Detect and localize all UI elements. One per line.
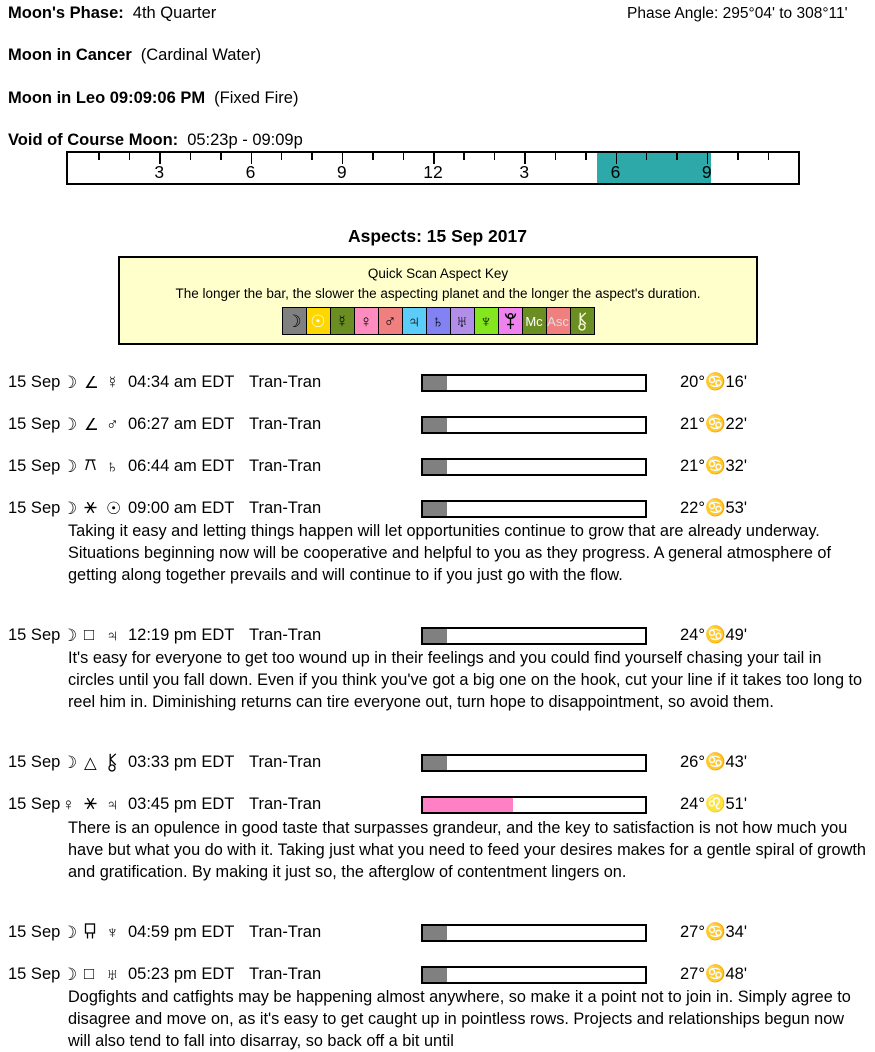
trine-icon: △ <box>84 754 97 772</box>
moon-icon: ☽ <box>62 457 78 476</box>
ruler-hour-label: 3 <box>519 162 530 182</box>
ruler-tick <box>311 153 313 160</box>
sesquiquadrate-icon <box>84 923 96 942</box>
mercury-key-icon: ☿ <box>330 307 355 335</box>
aspect-type: Tran-Tran <box>249 415 322 433</box>
asc-key-icon: Asc <box>546 307 571 335</box>
aspect-interpretation: Dogfights and catfights may be happening almost anywhere, so make it a point not to join in. Simply agree to disagree and move on, as it's easy to get caught up in pointless rows. Projects and relationships begun now will also tend to fall into disarray, so back off a bit until <box>68 988 851 1050</box>
ruler-hour-label: 12 <box>423 162 443 182</box>
moons-phase-line <box>8 4 216 23</box>
square-icon: □ <box>84 965 94 983</box>
pluto-key-icon <box>498 307 523 335</box>
aspect-date: 15 Sep <box>8 626 61 644</box>
void-of-course-value: 05:23p - 09:09p <box>187 131 303 149</box>
moon-ingress-note: (Fixed Fire) <box>214 89 299 107</box>
ruler-tick <box>737 153 739 160</box>
chiron-key-icon <box>570 307 595 335</box>
key-subtitle: The longer the bar, the slower the aspecting planet and the longer the aspect's duration. <box>175 286 701 301</box>
aspect-degree: 24°♌51' <box>680 795 747 813</box>
ruler-hour-label: 6 <box>610 162 621 182</box>
moon-sign-label: Moon in Cancer <box>8 46 132 64</box>
ruler-tick <box>585 153 587 160</box>
moon-icon: ☽ <box>62 965 78 984</box>
duration-bar <box>421 754 647 772</box>
aspect-time: 05:23 pm EDT <box>128 965 235 983</box>
venus-key-icon: ♀ <box>354 307 379 335</box>
sextile-icon <box>84 499 97 518</box>
aspect-row <box>8 753 870 773</box>
void-of-course-line <box>8 131 303 150</box>
duration-bar <box>421 796 647 814</box>
saturn-key-icon: ♄ <box>426 307 451 335</box>
uranus-icon: ♅ <box>106 965 119 984</box>
aspect-interpretation: It's easy for everyone to get too wound up in their feelings and you could find yourself chasing your tail in circles until you fall down. Even if you think you've got a big one on the hook, cut your line if it takes too long to reel him in. Diminishing returns can tire everyone out, turn hope to disappointment, so avoid them. <box>68 649 863 711</box>
duration-bar-fill <box>423 926 447 940</box>
void-of-course-ruler <box>66 151 800 185</box>
duration-bar <box>421 500 647 518</box>
ruler-tick <box>646 153 648 160</box>
aspect-time: 04:34 am EDT <box>128 373 235 391</box>
ruler-tick <box>372 153 374 160</box>
moon-icon: ☽ <box>62 499 78 518</box>
moons-phase-value: 4th Quarter <box>132 4 217 22</box>
aspect-row <box>8 457 870 477</box>
neptune-key-icon: ♆ <box>474 307 499 335</box>
ruler-tick <box>403 153 405 160</box>
mars-key-icon: ♂ <box>378 307 403 335</box>
semisquare-icon: ∠ <box>84 374 99 392</box>
ruler-tick <box>129 153 131 160</box>
aspect-date: 15 Sep <box>8 373 61 391</box>
ruler-tick <box>494 153 496 160</box>
aspect-type: Tran-Tran <box>249 795 322 813</box>
uranus-key-icon: ♅ <box>450 307 475 335</box>
jupiter-key-icon: ♃ <box>402 307 427 335</box>
ruler-tick <box>768 153 770 160</box>
aspect-row <box>8 373 870 393</box>
aspect-row <box>8 626 870 646</box>
duration-bar-fill <box>423 502 447 516</box>
square-icon: □ <box>84 626 94 644</box>
aspect-type: Tran-Tran <box>249 626 322 644</box>
moon-ingress-label: Moon in Leo 09:09:06 PM <box>8 89 206 107</box>
moon-icon: ☽ <box>62 626 78 645</box>
sun-key-icon: ☉ <box>306 307 331 335</box>
aspect-degree: 21°♋22' <box>680 415 747 433</box>
aspect-row <box>8 499 870 519</box>
duration-bar-fill <box>423 629 447 643</box>
quick-scan-key-box <box>118 256 758 345</box>
aspect-degree: 24°♋49' <box>680 626 747 644</box>
aspect-time: 06:27 am EDT <box>128 415 235 433</box>
ruler-hour-label: 9 <box>336 162 347 182</box>
duration-bar-fill <box>423 798 513 812</box>
mars-icon: ♂ <box>106 415 119 434</box>
moons-phase-label: Moon's Phase: <box>8 4 124 22</box>
aspect-interpretation: Taking it easy and letting things happen will let opportunities continue to grow that are already underway. Situations beginning now will be cooperative and helpful to you as they progress. A general atmosphere of getting along together prevails and will continue to if you just go with the flow. <box>68 522 831 584</box>
aspect-type: Tran-Tran <box>249 373 322 391</box>
sun-icon: ☉ <box>106 499 122 518</box>
aspect-type: Tran-Tran <box>249 923 322 941</box>
aspect-degree: 22°♋53' <box>680 499 747 517</box>
ruler-tick <box>98 153 100 160</box>
duration-bar-fill <box>423 968 447 982</box>
duration-bar-fill <box>423 756 447 770</box>
moon-ingress-line <box>8 89 298 108</box>
ruler-tick <box>555 153 557 160</box>
mc-key-icon: Mc <box>522 307 547 335</box>
jupiter-icon: ♃ <box>106 795 119 814</box>
ruler-hour-label: 3 <box>154 162 165 182</box>
aspect-degree: 27°♋34' <box>680 923 747 941</box>
jupiter-icon: ♃ <box>106 626 119 645</box>
aspect-type: Tran-Tran <box>249 499 322 517</box>
moon-icon: ☽ <box>62 415 78 434</box>
semisquare-icon: ∠ <box>84 416 99 434</box>
aspect-type: Tran-Tran <box>249 457 322 475</box>
void-of-course-label: Void of Course Moon: <box>8 131 179 149</box>
aspect-degree: 20°♋16' <box>680 373 747 391</box>
ruler-hour-label: 6 <box>245 162 256 182</box>
duration-bar-fill <box>423 418 447 432</box>
moon-key-icon: ☽ <box>282 307 307 335</box>
mercury-icon: ☿ <box>106 373 119 392</box>
moon-icon: ☽ <box>62 753 78 772</box>
aspect-date: 15 Sep <box>8 753 61 771</box>
aspect-date: 15 Sep <box>8 415 61 433</box>
aspect-row <box>8 795 870 815</box>
aspect-row <box>8 923 870 943</box>
saturn-icon: ♄ <box>106 457 119 476</box>
duration-bar <box>421 627 647 645</box>
moon-icon: ☽ <box>62 373 78 392</box>
quincunx-icon <box>84 457 97 476</box>
aspect-date: 15 Sep <box>8 965 61 983</box>
sextile-icon <box>84 795 97 814</box>
chiron-icon <box>106 753 118 774</box>
ruler-tick <box>220 153 222 160</box>
aspect-date: 15 Sep <box>8 457 61 475</box>
aspect-date: 15 Sep <box>8 923 61 941</box>
aspect-degree: 21°♋32' <box>680 457 747 475</box>
ruler-tick <box>190 153 192 160</box>
aspect-time: 12:19 pm EDT <box>128 626 235 644</box>
duration-bar-fill <box>423 460 447 474</box>
key-title: Quick Scan Aspect Key <box>367 266 509 281</box>
duration-bar <box>421 966 647 984</box>
ruler-tick <box>676 153 678 160</box>
aspect-time: 09:00 am EDT <box>128 499 235 517</box>
duration-bar <box>421 374 647 392</box>
duration-bar <box>421 924 647 942</box>
aspect-date: 15 Sep <box>8 795 61 813</box>
aspect-time: 03:45 pm EDT <box>128 795 235 813</box>
aspect-degree: 27°♋48' <box>680 965 747 983</box>
aspect-date: 15 Sep <box>8 499 61 517</box>
aspect-interpretation: There is an opulence in good taste that surpasses grandeur, and the key to satisfaction is not how much you have but what you do with it. Taking just what you need to feed your desires makes for a gentle spiral of growth and gratification. By making it just so, the afterglow of contentment lingers on. <box>68 819 866 881</box>
ruler-tick <box>463 153 465 160</box>
neptune-icon: ♆ <box>106 923 119 942</box>
aspect-time: 04:59 pm EDT <box>128 923 235 941</box>
aspects-title: Aspects: 15 Sep 2017 <box>348 226 527 246</box>
duration-bar-fill <box>423 376 447 390</box>
venus-icon: ♀ <box>62 795 75 814</box>
moon-sign-note: (Cardinal Water) <box>140 46 262 64</box>
duration-bar <box>421 458 647 476</box>
duration-bar <box>421 416 647 434</box>
moon-icon: ☽ <box>62 923 78 942</box>
moon-sign-line <box>8 46 261 65</box>
aspect-type: Tran-Tran <box>249 753 322 771</box>
aspect-time: 06:44 am EDT <box>128 457 235 475</box>
phase-angle: Phase Angle: 295°04' to 308°11' <box>627 5 848 22</box>
aspect-row <box>8 415 870 435</box>
aspect-degree: 26°♋43' <box>680 753 747 771</box>
aspect-row <box>8 965 870 985</box>
key-symbol-row <box>120 307 756 335</box>
aspect-time: 03:33 pm EDT <box>128 753 235 771</box>
ruler-tick <box>281 153 283 160</box>
aspect-type: Tran-Tran <box>249 965 322 983</box>
ruler-hour-label: 9 <box>701 162 712 182</box>
